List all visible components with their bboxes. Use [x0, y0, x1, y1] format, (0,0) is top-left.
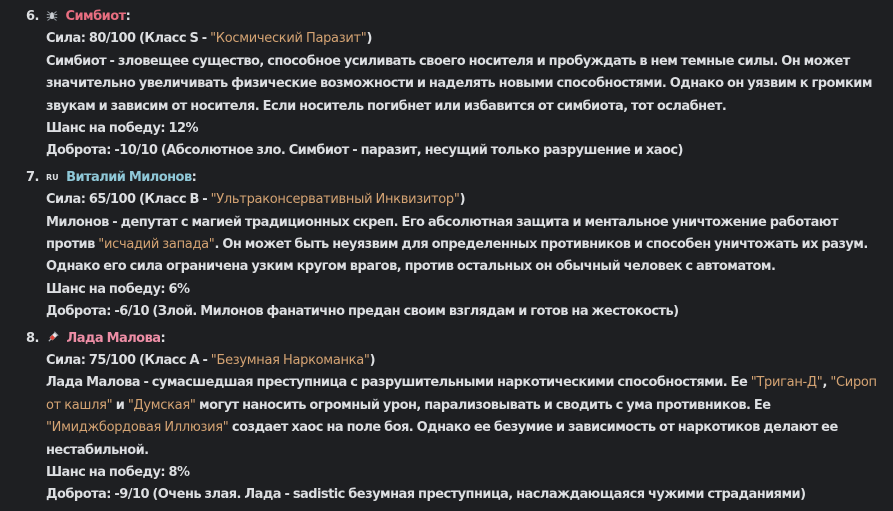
description-text: , — [822, 375, 831, 391]
power-line — [46, 350, 888, 372]
kindness: Доброта: -6/10 (Злой. Милонов фанатично предан своим взглядам и готов на жестокость) — [46, 304, 679, 320]
name-colon: : — [125, 9, 131, 24]
power-line — [46, 189, 888, 211]
power-close: ) — [366, 31, 372, 47]
power-label: Сила: 75/100 (Класс A - — [46, 353, 211, 369]
flag-ru-icon: RU — [46, 172, 59, 182]
list-number: 8. — [26, 330, 39, 346]
kindness: Доброта: -9/10 (Очень злая. Лада - sadistic безумная преступница, наслаждающаяся чужими страданиями) — [46, 487, 806, 503]
power-class-title: "Безумная Наркоманка" — [210, 353, 370, 369]
character-name: Симбиот — [65, 9, 126, 24]
win-chance: Шанс на победу: 12% — [46, 121, 198, 137]
list-number: 7. — [26, 169, 39, 185]
name-colon: : — [160, 330, 166, 346]
description — [46, 51, 888, 118]
power-close: ) — [369, 353, 375, 369]
win-chance: Шанс на победу: 6% — [46, 281, 190, 297]
power-line — [46, 28, 888, 50]
description-text: Симбиот - зловещее существо, способное усиливать своего носителя и пробуждать в нем темные силы. Он может значительно увеличивать физические возможности и наделять новыми способностями. Однако он уязвим к громким звукам и зависим от носителя. Если носитель погибнет или избавится от симбиота, тот ослабнет. — [46, 53, 872, 114]
kindness: Доброта: -10/10 (Абсолютное зло. Симбиот - паразит, несущий только разрушение и хаос) — [46, 143, 683, 159]
syringe-icon — [46, 330, 59, 352]
quoted-term: "исчадий запада" — [98, 237, 215, 253]
character-header — [26, 6, 888, 28]
description-text: Милонов - депутат с магией традиционных скреп. Его абсолютная защита и ментальное уничтожение работают против — [46, 214, 838, 253]
spider-icon — [46, 8, 58, 30]
quoted-term: "Сироп от кашля" — [46, 375, 877, 413]
description — [46, 212, 888, 279]
name-colon: : — [191, 169, 197, 185]
quoted-term: "Думская" — [127, 397, 196, 413]
character-header — [26, 328, 888, 350]
description-text: и — [112, 397, 128, 413]
power-class-title: "Ультраконсервативный Инквизитор" — [210, 192, 460, 208]
description — [46, 372, 888, 462]
character-entry-lada — [26, 328, 888, 507]
character-name: Лада Малова — [66, 330, 161, 346]
character-entry-symbiote — [26, 6, 888, 163]
win-chance: Шанс на победу: 8% — [46, 465, 190, 481]
character-entry-milonov — [26, 167, 888, 324]
quoted-term: "Триган-Д" — [750, 375, 823, 391]
character-details — [26, 189, 888, 323]
description-text: создает хаос на поле боя. Однако ее безумие и зависимость от наркотиков делают ее нестабильной. — [46, 420, 838, 458]
message-content — [26, 6, 888, 511]
power-class-title: "Космический Паразит" — [210, 31, 367, 47]
character-header — [26, 167, 888, 189]
character-name: Виталий Милонов — [66, 169, 192, 185]
power-label: Сила: 80/100 (Класс S - — [46, 31, 211, 47]
character-details — [26, 350, 888, 507]
description-text: могут наносить огромный урон, парализовывать и сводить с ума противников. Ее — [195, 397, 771, 413]
character-details — [26, 28, 888, 162]
description-text: . Он может быть неуязвим для определенных противников и способен уничтожать их разум. Однако его сила ограничена узким кругом врагов, против остальных он обычный человек с автоматом. — [46, 237, 868, 275]
power-close: ) — [459, 192, 465, 208]
power-label: Сила: 65/100 (Класс B - — [46, 192, 211, 208]
quoted-term: "Имиджбордовая Иллюзия" — [46, 420, 229, 436]
character-list — [26, 6, 888, 507]
list-number: 6. — [26, 9, 39, 24]
description-text: Лада Малова - сумасшедшая преступница с разрушительными наркотическими способностями. Ее — [46, 375, 751, 391]
